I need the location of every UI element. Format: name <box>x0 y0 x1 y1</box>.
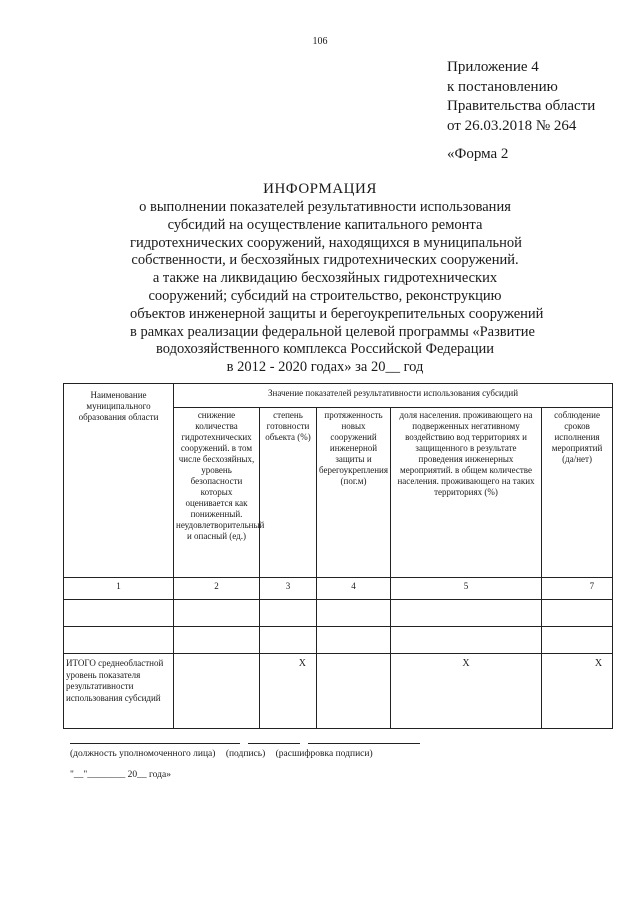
appendix-line: Приложение 4 <box>447 59 539 75</box>
table-cell[interactable] <box>64 627 174 654</box>
form-label: «Форма 2 <box>447 146 509 162</box>
signature-label: (подпись) <box>225 749 266 759</box>
table-header-row <box>64 384 613 408</box>
header-col-3: степень готовности объекта (%) <box>260 408 317 578</box>
table-cell[interactable] <box>174 600 260 627</box>
subtitle-line: собственности, и бесхозяйных гидротехнических сооружений. <box>131 252 519 269</box>
subtitle-line: о выполнении показателей результативности использования <box>139 199 511 215</box>
x-mark: X <box>542 654 613 729</box>
subtitle-line: гидротехнических сооружений, находящихся в муниципальной <box>130 234 522 251</box>
table-cell[interactable] <box>391 600 542 627</box>
column-number: 5 <box>391 578 542 600</box>
subtitle-line: субсидий на осуществление капитального ремонта <box>167 216 483 233</box>
table-row <box>64 600 613 627</box>
table-cell[interactable] <box>317 627 391 654</box>
position-signature-line <box>70 743 240 744</box>
report-table <box>63 383 613 729</box>
signature-line <box>248 743 300 744</box>
appendix-line: от 26.03.2018 № 264 <box>447 117 577 134</box>
appendix-line: к постановлению <box>447 78 558 95</box>
column-number: 1 <box>64 578 174 600</box>
appendix-line: Правительства области <box>447 98 596 114</box>
decode-signature-line <box>308 743 420 744</box>
x-mark: X <box>260 654 317 729</box>
column-numbers-row <box>64 578 613 600</box>
table-cell[interactable] <box>317 654 391 729</box>
table-cell[interactable] <box>391 627 542 654</box>
document-title: ИНФОРМАЦИЯ <box>263 181 377 197</box>
table-cell[interactable] <box>260 600 317 627</box>
document-subtitle <box>130 199 544 377</box>
signature-labels <box>70 749 381 759</box>
table-cell[interactable] <box>260 627 317 654</box>
page-number: 106 <box>312 36 328 47</box>
appendix-block <box>447 58 595 136</box>
column-number: 4 <box>317 578 391 600</box>
table-row <box>64 627 613 654</box>
header-col-5: доля населения. проживающего на подверженных негативному воздействию вод территориях и защищенного в результате проведения инженерных мероприятий. в общем количестве населения. проживающего на таких территориях (%) <box>391 408 542 578</box>
table-cell[interactable] <box>317 600 391 627</box>
subtitle-line: в рамках реализации федеральной целевой программы «Развитие <box>130 323 535 340</box>
column-number: 2 <box>174 578 260 600</box>
date-line: "__"________ 20__ года» <box>70 770 171 780</box>
position-label: (должность уполномоченного лица) <box>70 749 216 759</box>
x-mark: X <box>391 654 542 729</box>
table-cell[interactable] <box>174 627 260 654</box>
header-col-7: соблюдение сроков исполнения мероприятий (да/нет) <box>542 408 613 578</box>
table-cell[interactable] <box>542 600 613 627</box>
subtitle-line: сооружений; субсидий на строительство, реконструкцию <box>148 287 502 304</box>
total-row <box>64 654 613 729</box>
subtitle-line: а также на ликвидацию бесхозяйных гидротехнических <box>152 270 498 287</box>
column-number: 7 <box>542 578 613 600</box>
subtitle-line: водохозяйственного комплекса Российской Федерации <box>156 341 494 358</box>
header-col-4: протяженность новых сооружений инженерной защиты и берегоукрепления (пог.м) <box>317 408 391 578</box>
table-cell[interactable] <box>64 600 174 627</box>
table-cell[interactable] <box>542 627 613 654</box>
header-col-2: снижение количества гидротехнических сооружений. в том числе бесхозяйных, уровень безопасности которых оценивается как пониженный. неудовлетворительный и опасный (ед.) <box>174 408 260 578</box>
header-indicators-group: Значение показателей результативности использования субсидий <box>174 384 613 408</box>
table-cell[interactable] <box>174 654 260 729</box>
total-label: ИТОГО среднеобластной уровень показателя результативности использования субсидий <box>64 654 174 729</box>
decode-label: (расшифровка подписи) <box>275 749 373 759</box>
subtitle-line: объектов инженерной защиты и берегоукрепительных сооружений <box>130 305 544 322</box>
column-number: 3 <box>260 578 317 600</box>
subtitle-line: в 2012 - 2020 годах» за 20__ год <box>226 359 424 376</box>
header-municipality: Наименование муниципального образования области <box>64 384 174 578</box>
